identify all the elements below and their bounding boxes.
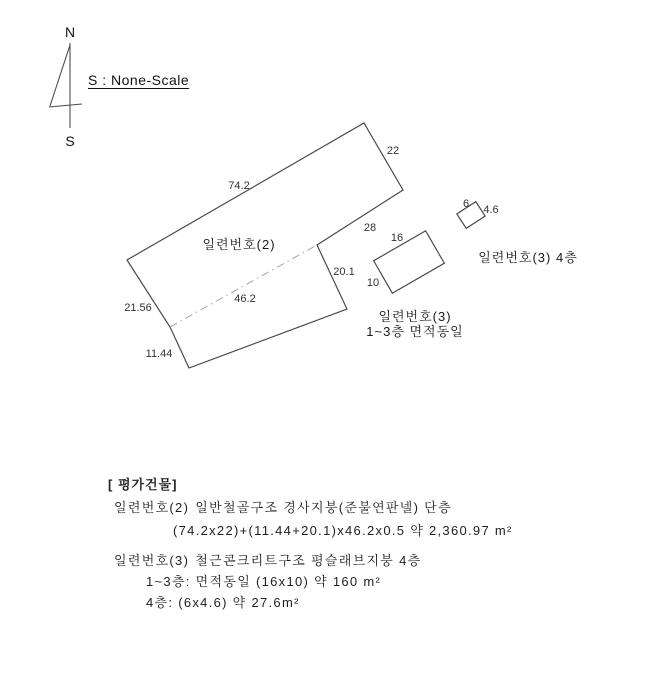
building-3-upper-outline — [457, 198, 578, 265]
compass — [49, 24, 82, 149]
dim-74-2: 74.2 — [228, 180, 250, 192]
dim-46-2: 46.2 — [234, 293, 256, 305]
notes-item1-number: 일련번호(2) — [114, 500, 190, 515]
building-2-label: 일련번호(2) — [202, 237, 276, 252]
dim-6: 6 — [462, 198, 470, 210]
dim-20-1: 20.1 — [333, 266, 355, 278]
dim-16: 16 — [390, 232, 404, 244]
compass-cross-line — [49, 104, 82, 107]
building-3-lower-label-line1: 일련번호(3) — [378, 309, 452, 324]
building-3-lower-outline — [366, 231, 463, 339]
building-3-lower-label-line2: 1~3층 면적동일 — [366, 324, 464, 339]
notes-item1-title — [114, 497, 452, 516]
scale-note: S : None-Scale — [88, 72, 190, 88]
compass-north-label: N — [64, 24, 76, 40]
notes-item2-line1: 1~3층: 면적동일 (16x10) 약 160 m² — [146, 574, 382, 589]
notes-item2-desc: 철근콘크리트구조 평슬래브지붕 4층 — [195, 553, 422, 568]
dim-28: 28 — [363, 222, 377, 234]
dim-4-6: 4.6 — [483, 204, 499, 216]
building-2-outline — [124, 123, 403, 368]
notes-item1-formula: (74.2x22)+(11.44+20.1)x46.2x0.5 약 2,360.97 m² — [173, 523, 513, 538]
notes-item2-number: 일련번호(3) — [114, 553, 190, 568]
notes-item2-title — [114, 550, 421, 569]
dim-10: 10 — [366, 277, 380, 289]
notes-header: [ 평가건물] — [108, 477, 178, 492]
building-3-upper-label: 일련번호(3) 4층 — [478, 250, 578, 265]
building-3-lower-rect — [374, 231, 445, 293]
dim-22: 22 — [386, 145, 400, 157]
building-3-upper-rect — [457, 202, 485, 229]
compass-slant-line — [50, 45, 70, 106]
notes-item1-desc: 일반철골구조 경사지붕(준불연판넬) 단층 — [195, 500, 452, 515]
dim-21-56: 21.56 — [124, 302, 152, 314]
building-2-ridge-dashed-line — [170, 245, 317, 327]
notes-item2-line2: 4층: (6x4.6) 약 27.6m² — [146, 595, 300, 610]
compass-south-label: S — [65, 133, 75, 149]
dim-11-44: 11.44 — [145, 348, 173, 360]
